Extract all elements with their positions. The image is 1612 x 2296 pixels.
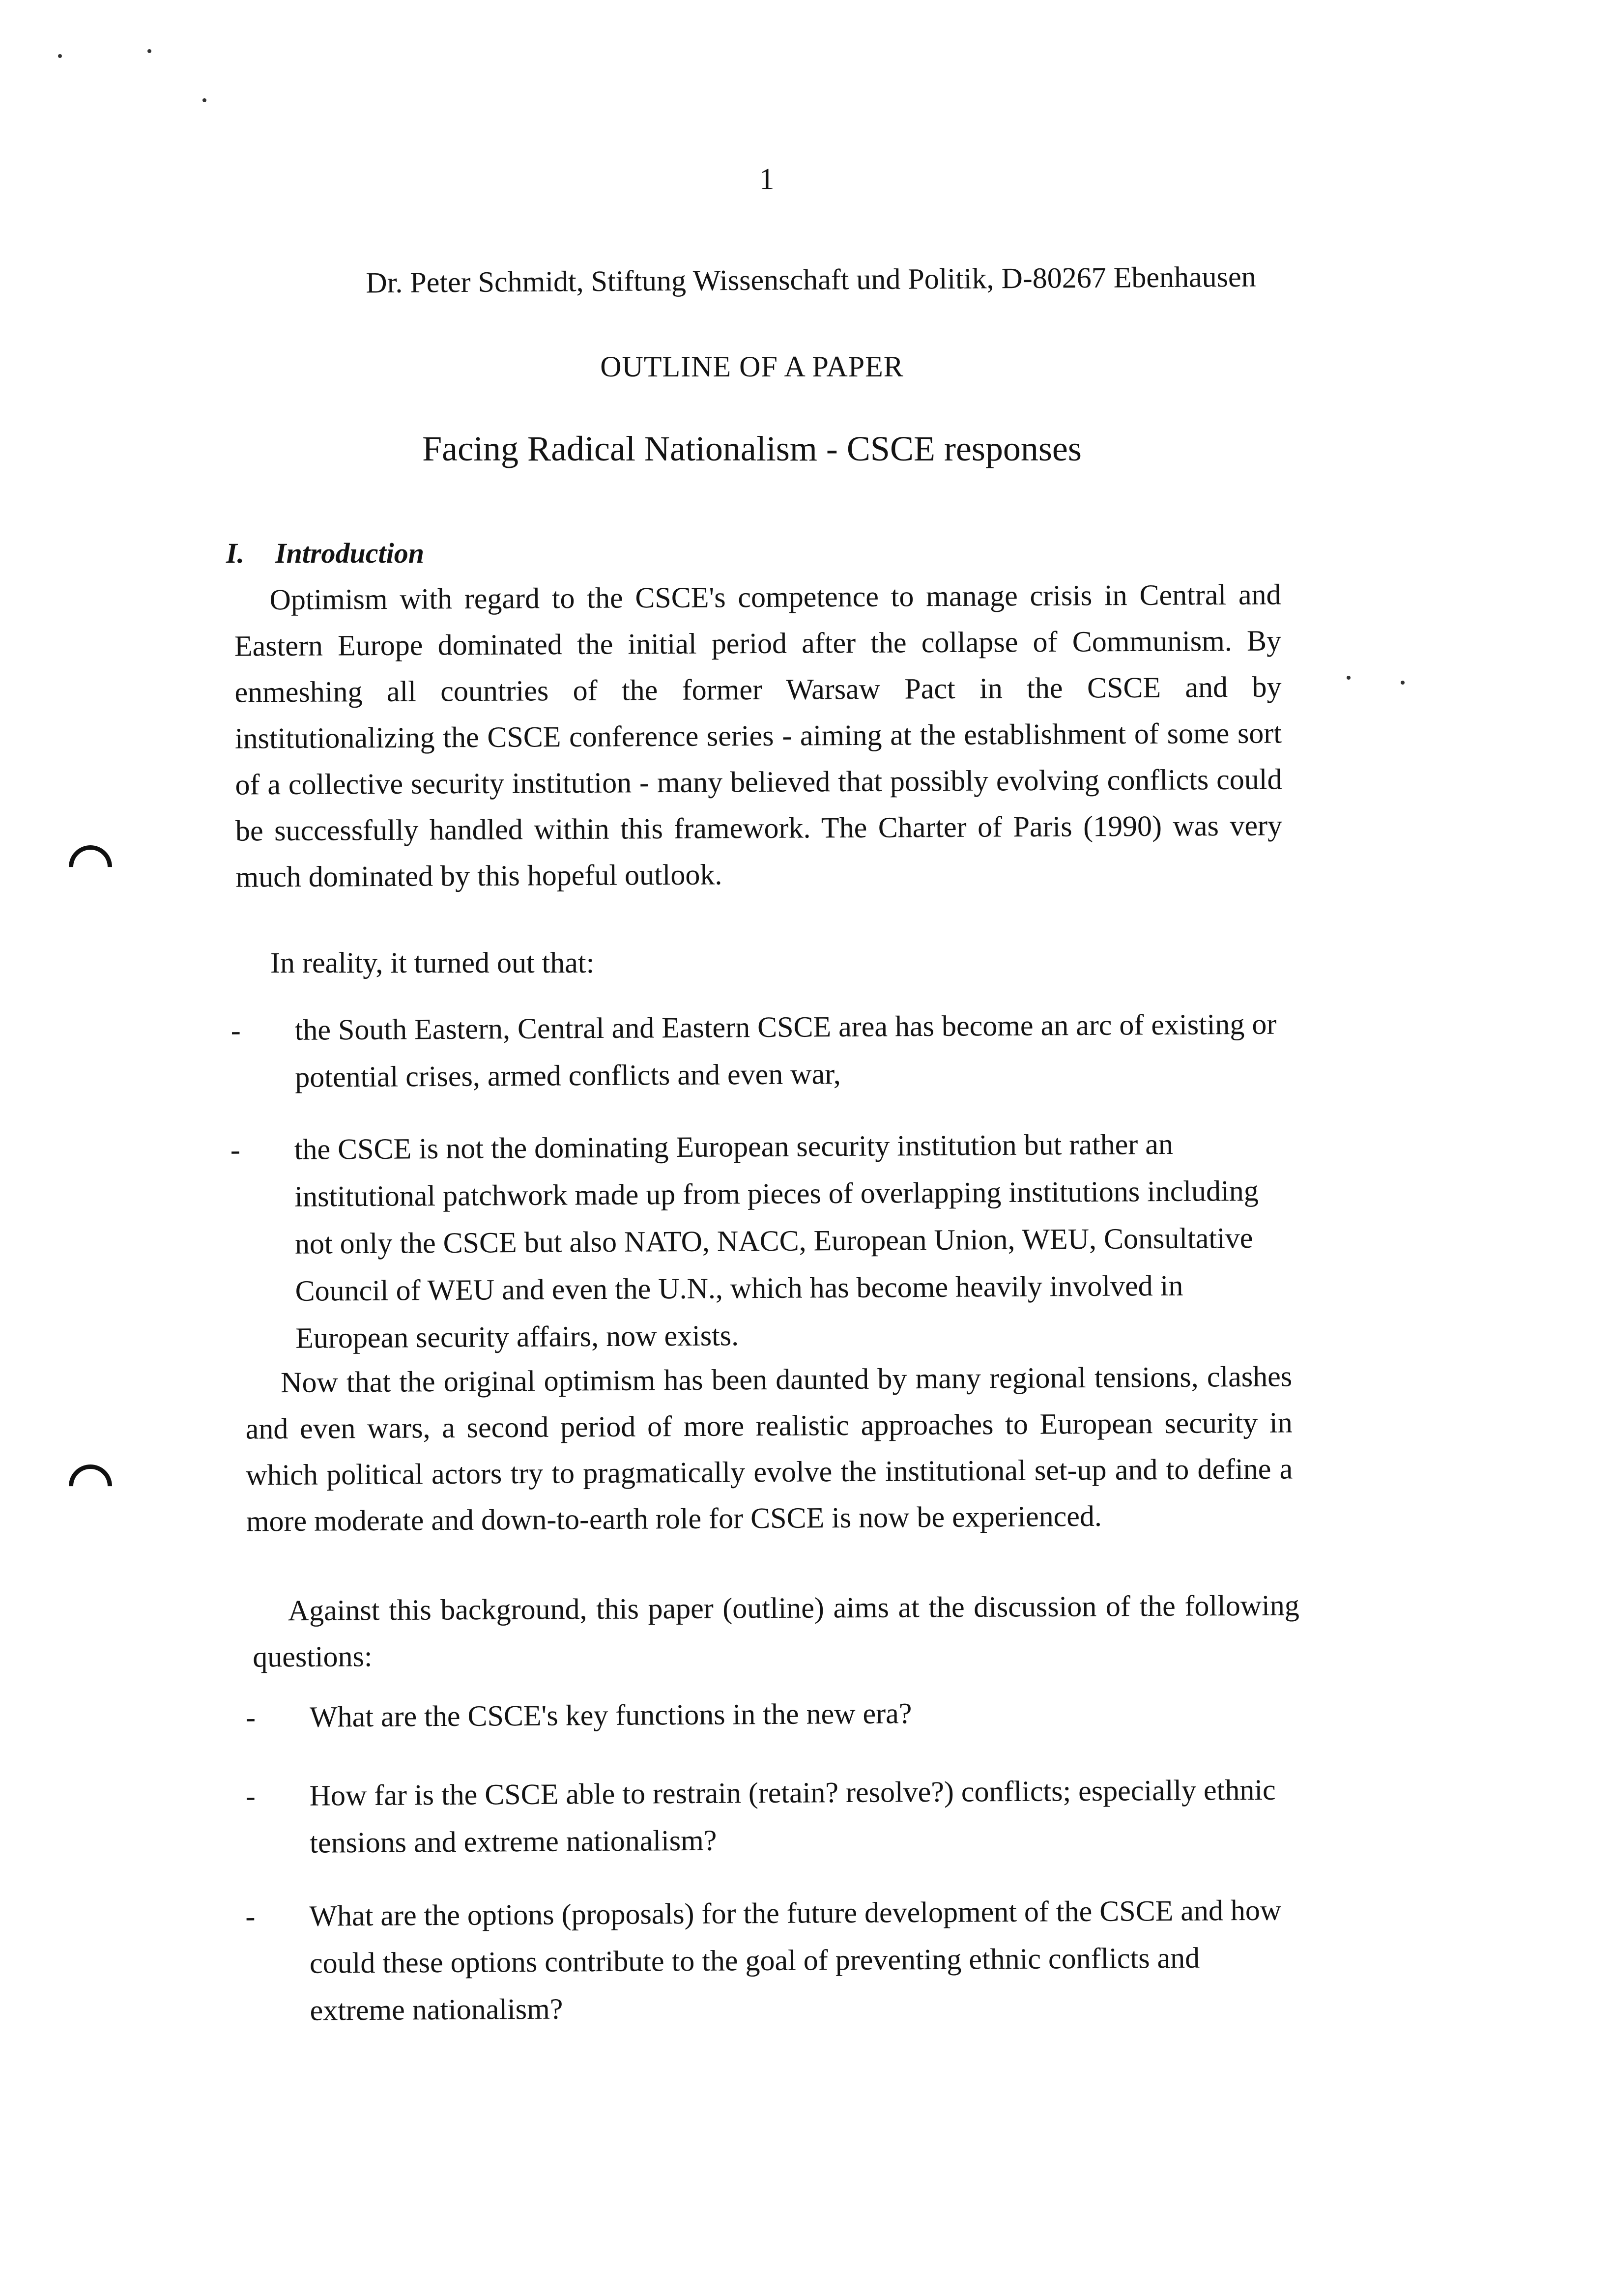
finding-item [230,1119,1294,1362]
section-title: Introduction [275,537,424,569]
document-title: Facing Radical Nationalism - CSCE responses [422,429,1082,468]
questions-lead-in: Against this background, this paper (outline) aims at the discussion of the following questions: [253,1589,1299,1673]
scan-speck [58,54,62,58]
punch-hole-mark [60,836,121,897]
question-text: What are the options (proposals) for the future development of the CSCE and how could these options contribute to the goal of preventing ethnic conflicts and extreme nationalism? [309,1894,1282,2027]
bullet-dash: - [230,1133,241,1166]
intro-paragraph: Optimism with regard to the CSCE's competence to manage crisis in Central and Eastern Europe dominated the initial period after the collapse of Communism. By enmeshing all countries of the former Warsaw Pact in the CSCE and by institutionalizing the CSCE conference series - aiming at the establishment of some sort of a collective security institution - many believed that possibly evolving conflicts could be successfully handled within this framework. The Charter of Paris (1990) was very much dominated by this hopeful outlook. [234,578,1283,893]
finding-text: the CSCE is not the dominating European security institution but rather an institutional patchwork made up from pieces of overlapping institutions including not only the CSCE but also NATO, NACC, European Union, WEU, Consultative Council of WEU and even the U.N., which has become heavily involved in European security affairs, now exists. [294,1127,1259,1354]
bullet-dash: - [245,1779,256,1812]
finding-item [230,1000,1293,1101]
scan-speck [1401,681,1405,685]
punch-hole-mark [60,1456,121,1517]
section-heading [226,537,424,570]
bullet-dash: - [245,1900,256,1933]
question-item [245,1766,1293,1866]
scan-speck [1347,676,1351,680]
question-text: How far is the CSCE able to restrain (retain? resolve?) conflicts; especially ethnic tensions and extreme nationalism? [309,1773,1276,1859]
scan-speck [147,49,151,53]
scan-speck [202,98,206,102]
document-type: OUTLINE OF A PAPER [600,350,904,383]
author-line: Dr. Peter Schmidt, Stiftung Wissenschaft und Politik, D-80267 Ebenhausen [366,260,1256,299]
section-number: I. [226,537,245,569]
second-period-paragraph: Now that the original optimism has been daunted by many regional tensions, clashes and even wars, a second period of more realistic approaches to European security in which political actors try to pragmatically evolve the institutional set-up and to define a more moderate and down-to-earth role for CSCE is now be experienced. [245,1360,1293,1538]
question-item [245,1886,1293,2034]
bullet-dash: - [245,1701,256,1734]
page-number: 1 [759,163,775,196]
question-item [246,1687,1293,1741]
finding-text: the South Eastern, Central and Eastern CSCE area has become an arc of existing or potential crises, armed conflicts and even war, [294,1007,1277,1093]
reality-lead-in: In reality, it turned out that: [270,947,595,979]
bullet-dash: - [230,1014,241,1047]
question-text: What are the CSCE's key functions in the new era? [309,1697,912,1733]
